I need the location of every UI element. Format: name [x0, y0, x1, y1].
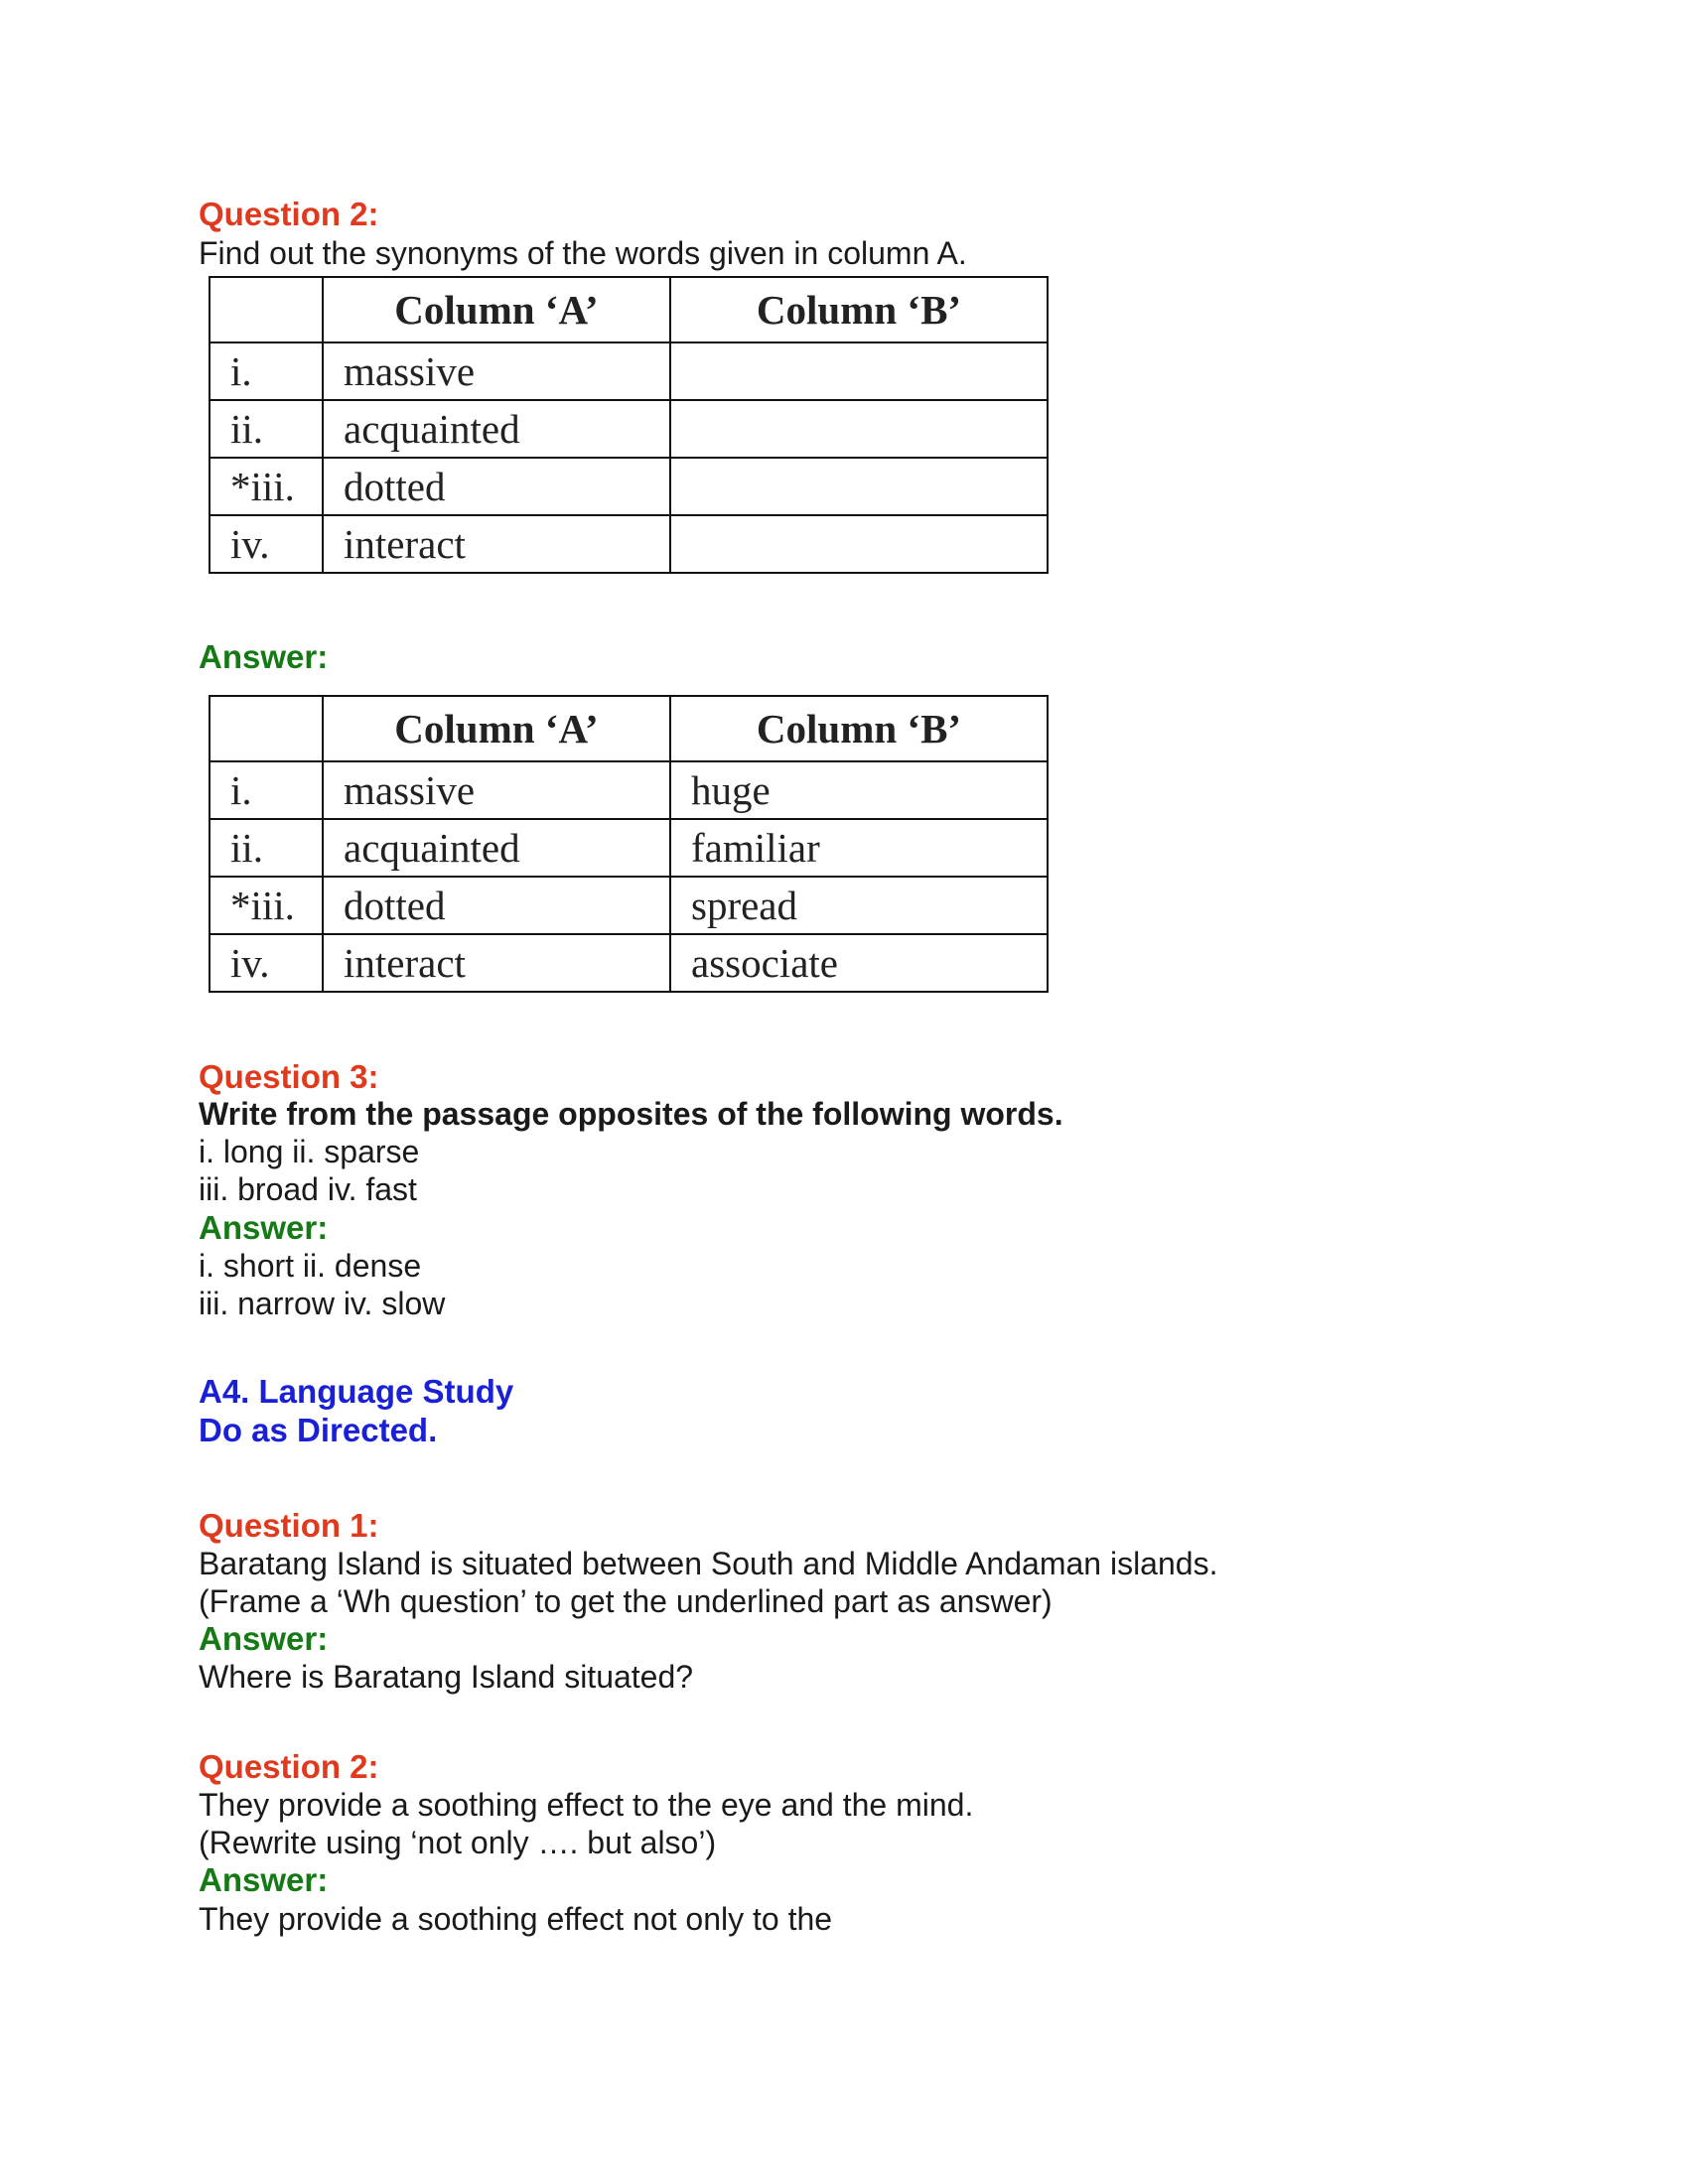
- language-question-2-heading: Question 2:: [199, 1748, 379, 1785]
- table-row: [210, 877, 1048, 934]
- question-3-line-1: i. long ii. sparse: [199, 1134, 420, 1169]
- column-b-word: [670, 515, 1048, 573]
- table-header-cell: Column ‘B’: [670, 696, 1048, 761]
- table-header-cell: Column ‘A’: [323, 696, 670, 761]
- column-a-word: massive: [323, 761, 670, 819]
- column-b-word: spread: [670, 877, 1048, 934]
- table-header-cell: Column ‘B’: [670, 277, 1048, 342]
- table-header-cell: Column ‘A’: [323, 277, 670, 342]
- table-row: [210, 400, 1048, 458]
- column-b-word: familiar: [670, 819, 1048, 877]
- column-a-word: interact: [323, 934, 670, 992]
- column-a-word: dotted: [323, 458, 670, 515]
- column-a-word: acquainted: [323, 400, 670, 458]
- column-a-word: massive: [323, 342, 670, 400]
- language-question-2-answer: They provide a soothing effect not only to the: [199, 1901, 833, 1937]
- language-question-1-line-2: (Frame a ‘Wh question’ to get the underlined part as answer): [199, 1583, 1053, 1619]
- table-header-cell: [210, 277, 323, 342]
- row-number: iv.: [210, 515, 323, 573]
- table-header-row: [210, 696, 1048, 761]
- row-number: i.: [210, 761, 323, 819]
- question-3-answer-line-2: iii. narrow iv. slow: [199, 1286, 446, 1321]
- language-question-2-line-2: (Rewrite using ‘not only …. but also’): [199, 1825, 717, 1860]
- question-2-prompt: Find out the synonyms of the words given in column A.: [199, 235, 967, 271]
- language-question-2-answer-heading: Answer:: [199, 1861, 329, 1898]
- section-heading: A4. Language Study: [199, 1373, 514, 1410]
- question-2-answer-heading: Answer:: [199, 638, 329, 675]
- table-row: [210, 761, 1048, 819]
- row-number: ii.: [210, 400, 323, 458]
- column-a-word: acquainted: [323, 819, 670, 877]
- row-number: iv.: [210, 934, 323, 992]
- column-b-word: [670, 458, 1048, 515]
- question-3-prompt: Write from the passage opposites of the following words.: [199, 1096, 1063, 1132]
- table-header-cell: [210, 696, 323, 761]
- column-b-word: [670, 342, 1048, 400]
- table-row: [210, 458, 1048, 515]
- table-row: [210, 342, 1048, 400]
- synonyms-question-table: [209, 276, 1049, 574]
- question-3-line-2: iii. broad iv. fast: [199, 1171, 417, 1207]
- question-3-answer-line-1: i. short ii. dense: [199, 1248, 422, 1284]
- column-b-word: [670, 400, 1048, 458]
- language-question-2-line-1: They provide a soothing effect to the eye and the mind.: [199, 1787, 974, 1823]
- table-header-row: [210, 277, 1048, 342]
- question-3-heading: Question 3:: [199, 1058, 379, 1095]
- row-number: *iii.: [210, 458, 323, 515]
- question-3-answer-heading: Answer:: [199, 1209, 329, 1246]
- row-number: ii.: [210, 819, 323, 877]
- row-number: *iii.: [210, 877, 323, 934]
- question-2-heading: Question 2:: [199, 196, 379, 232]
- column-b-word: huge: [670, 761, 1048, 819]
- language-question-1-answer: Where is Baratang Island situated?: [199, 1659, 694, 1695]
- language-question-1-line-1: Baratang Island is situated between South and Middle Andaman islands.: [199, 1546, 1218, 1581]
- column-a-word: dotted: [323, 877, 670, 934]
- language-question-1-heading: Question 1:: [199, 1507, 379, 1544]
- language-question-1-answer-heading: Answer:: [199, 1620, 329, 1657]
- section-subheading: Do as Directed.: [199, 1412, 438, 1448]
- column-b-word: associate: [670, 934, 1048, 992]
- table-row: [210, 819, 1048, 877]
- column-a-word: interact: [323, 515, 670, 573]
- row-number: i.: [210, 342, 323, 400]
- table-row: [210, 515, 1048, 573]
- table-row: [210, 934, 1048, 992]
- synonyms-answer-table: [209, 695, 1049, 993]
